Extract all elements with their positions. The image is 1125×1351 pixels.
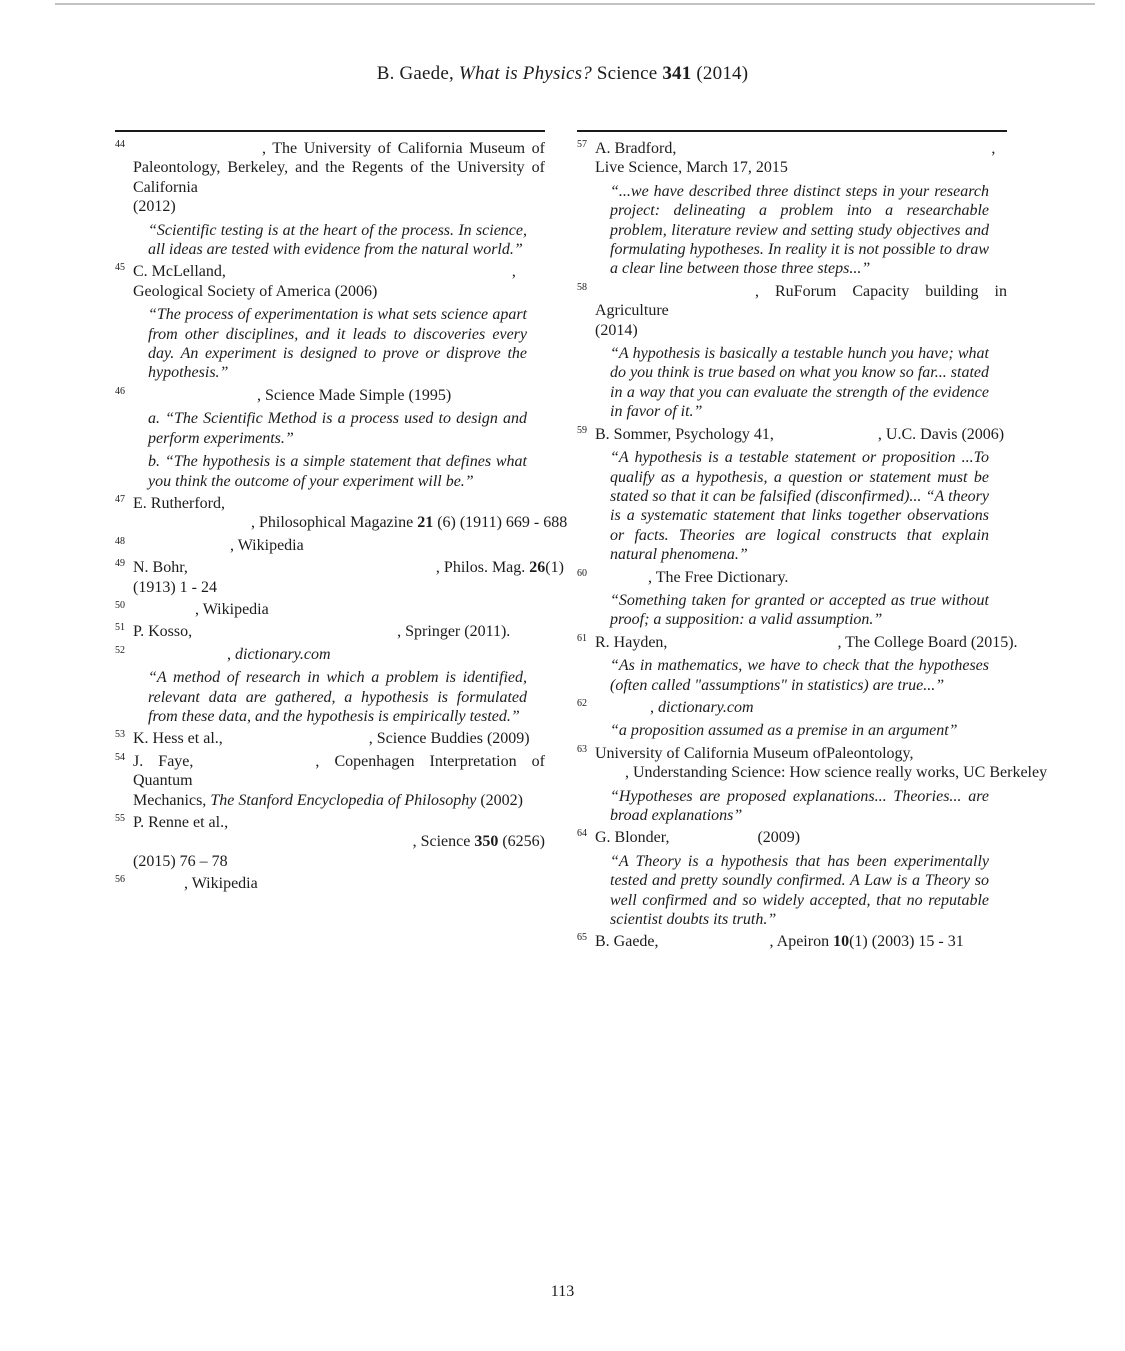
quote-text: “A hypothesis is basically a testable hunch you have; what do you think is true based on what you know so far... stated in a way that you can evaluate the strength of the evidence in favor of it.”: [610, 345, 989, 421]
reference-text-segment: , U.C. Davis (2006): [877, 425, 1005, 443]
hidden-link-gap: [188, 571, 436, 572]
reference-text-segment: , The College Board (2015).: [837, 633, 1018, 651]
reference-text-segment: N. Bohr,: [133, 559, 188, 577]
hidden-link-gap: [595, 581, 648, 582]
reference-text-segment: University of California Museum ofPaleontology,: [595, 744, 914, 762]
reference-number: 60: [577, 567, 587, 579]
page-top-border: [55, 3, 1095, 5]
reference-item: [577, 282, 1007, 422]
hidden-link-gap: [667, 646, 837, 647]
quote-text: “Scientific testing is at the heart of the process. In science, all ideas are tested with evidence from the natural world.”: [148, 221, 527, 259]
reference-item: [115, 139, 545, 259]
reference-text-segment: (1913) 1 - 24: [133, 578, 217, 596]
reference-line: [133, 558, 564, 577]
reference-text-segment: (2014): [595, 321, 638, 339]
hidden-link-gap: [133, 613, 195, 614]
hidden-link-gap: [133, 399, 257, 400]
reference-line: [133, 262, 545, 281]
reference-line: [133, 813, 545, 832]
reference-text-segment: The Stanford Encyclopedia of Philosophy: [210, 791, 477, 809]
reference-text-segment: , Springer (2011).: [397, 623, 511, 641]
reference-text-segment: , The Free Dictionary.: [648, 568, 789, 586]
reference-text-segment: R. Hayden,: [595, 633, 668, 651]
reference-text-segment: dictionary.com: [658, 698, 754, 716]
reference-text-segment: , Science: [412, 833, 475, 851]
reference-item: [577, 828, 1007, 929]
reference-item: [115, 813, 545, 871]
reference-item: [115, 622, 545, 641]
reference-text-segment: B. Gaede,: [376, 63, 459, 84]
reference-line: [595, 425, 1007, 444]
reference-line: [595, 568, 1007, 587]
reference-number: 46: [115, 385, 125, 397]
hidden-link-gap: [133, 152, 262, 153]
reference-number: 45: [115, 262, 125, 274]
reference-item: [115, 493, 568, 533]
hidden-link-gap: [659, 945, 770, 946]
reference-line: [133, 386, 545, 405]
reference-line: [595, 321, 1007, 340]
reference-text-segment: , Science Made Simple (1995): [257, 386, 452, 404]
reference-text-segment: , Science Buddies (2009): [368, 730, 530, 748]
running-head: [0, 63, 1125, 85]
reference-number: 52: [115, 644, 125, 656]
reference-item: [115, 874, 545, 893]
reference-line: [133, 197, 545, 216]
reference-number: 50: [115, 599, 125, 611]
reference-line: [133, 536, 545, 555]
reference-text-segment: , Wikipedia: [195, 600, 269, 618]
reference-number: 65: [577, 932, 587, 944]
hidden-link-gap: [595, 776, 625, 777]
reference-text-segment: B. Gaede,: [595, 933, 659, 951]
reference-text-segment: dictionary.com: [235, 645, 331, 663]
reference-line: [133, 645, 545, 664]
reference-text-segment: 341: [662, 63, 692, 84]
reference-line: [133, 578, 545, 597]
reference-item: [577, 425, 1007, 565]
hidden-link-gap: [595, 711, 650, 712]
reference-item: [577, 932, 1007, 951]
reference-item: [115, 645, 545, 727]
reference-line: [595, 139, 1007, 158]
reference-item: [115, 752, 545, 810]
reference-line: [133, 513, 568, 532]
reference-item: [577, 743, 1048, 826]
reference-item: [577, 568, 1007, 630]
reference-text-segment: 21: [417, 514, 434, 532]
reference-text-segment: ,: [511, 263, 516, 281]
reference-number: 63: [577, 743, 587, 755]
reference-text-segment: , Wikipedia: [184, 875, 258, 893]
quote-text: “As in mathematics, we have to check that the hypotheses (often called "assumptions" in statistics) are true...”: [610, 657, 989, 694]
reference-text-segment: ,: [991, 140, 996, 157]
reference-number: 49: [115, 558, 125, 570]
hidden-link-gap: [133, 887, 184, 888]
hidden-link-gap: [133, 526, 251, 527]
hidden-link-gap: [676, 152, 991, 153]
reference-line: [133, 752, 545, 791]
reference-item: [577, 139, 1007, 279]
reference-number: 62: [577, 697, 587, 709]
quote-text: a. “The Scientific Method is a process used to design and perform experiments.”: [148, 410, 527, 447]
reference-number: 64: [577, 828, 587, 840]
reference-line: [595, 698, 1007, 717]
reference-item: [115, 600, 545, 619]
reference-line: [595, 282, 1007, 321]
reference-line: [133, 282, 545, 301]
quote-text: “a proposition assumed as a premise in an argument”: [610, 722, 958, 740]
reference-text-segment: , Understanding Science: How science really works, UC Berkeley: [625, 764, 1048, 782]
reference-text-segment: J. Faye,: [133, 752, 194, 770]
reference-line: [133, 729, 545, 748]
quote-text: “A Theory is a hypothesis that has been experimentally tested and pretty soundly confirmed. A Law is a Theory so well confirmed and so widely accepted, that no reputable scientist doubts its truth.”: [610, 852, 989, 929]
reference-line: [133, 158, 545, 197]
reference-line: [133, 874, 545, 893]
page-number: 113: [550, 1283, 575, 1300]
reference-item: [115, 536, 545, 555]
reference-line: [595, 633, 1018, 652]
reference-text-segment: , The University of California Museum of: [262, 140, 545, 157]
reference-line: [595, 744, 1007, 763]
reference-text-segment: B. Sommer, Psychology 41,: [595, 425, 774, 443]
reference-item: [115, 262, 545, 382]
hidden-link-gap: [133, 658, 227, 659]
hidden-link-gap: [193, 765, 315, 766]
reference-line: [133, 139, 545, 158]
reference-number: 55: [115, 813, 125, 824]
reference-text-segment: (1): [545, 559, 564, 577]
reference-line: [595, 828, 1007, 847]
reference-text-segment: (6) (1911) 669 - 688: [433, 514, 568, 532]
quote-text: “A hypothesis is a testable statement or proposition ...To qualify as a hypothesis, a question or statement must be stated so that it can be falsified (disconfirmed)... “A theory is a systematic statement that links together observations or facts. Theories are logical constructs that explain natural phenomena.”: [610, 449, 989, 564]
reference-text-segment: , Apeiron: [769, 933, 834, 951]
quote-text: “...we have described three distinct steps in your research project: delineating a problem into a researchable problem, literature review and setting study objectives and formulating hypotheses. In reality it is not possible to draw a clear line between those three steps...”: [610, 182, 989, 278]
reference-item: [577, 698, 1007, 741]
hidden-link-gap: [774, 438, 878, 439]
reference-text-segment: , Copenhagen Interpretation of Quantum: [133, 752, 546, 790]
reference-number: 54: [115, 751, 125, 763]
reference-text-segment: (2015) 76 – 78: [133, 852, 228, 870]
reference-line: [133, 600, 545, 619]
reference-text-segment: (2012): [133, 198, 176, 216]
reference-text-segment: , Philosophical Magazine: [251, 514, 418, 532]
reference-item: [115, 558, 564, 597]
reference-text-segment: C. McLelland,: [133, 263, 226, 281]
reference-number: 53: [115, 729, 125, 741]
reference-number: 56: [115, 874, 125, 886]
hidden-link-gap: [192, 635, 397, 636]
reference-line: [595, 158, 1007, 177]
reference-number: 48: [115, 535, 125, 547]
reference-number: 58: [577, 281, 587, 293]
references-column-left: [115, 130, 568, 897]
reference-number: 59: [577, 424, 587, 436]
reference-line: [595, 763, 1048, 782]
reference-item: [577, 632, 1018, 695]
reference-text-segment: ,: [650, 698, 658, 716]
reference-text-segment: K. Hess et al.,: [133, 730, 223, 748]
reference-text-segment: (2002): [476, 791, 523, 809]
reference-number: 51: [115, 622, 125, 634]
reference-text-segment: P. Kosso,: [133, 623, 193, 641]
reference-line: [133, 852, 545, 871]
reference-line: [133, 791, 545, 810]
reference-text-segment: (1) (2003) 15 - 31: [849, 933, 964, 951]
reference-text-segment: A. Bradford,: [595, 140, 677, 157]
quote-text: “Something taken for granted or accepted as true without proof; a supposition: a valid assumption.”: [610, 591, 989, 629]
hidden-link-gap: [226, 275, 512, 276]
quote-text: “Hypotheses are proposed explanations... Theories... are broad explanations”: [610, 787, 989, 824]
reference-text-segment: G. Blonder,: [595, 829, 670, 847]
reference-text-segment: E. Rutherford,: [133, 494, 225, 512]
reference-text-segment: Geological Society of America (2006): [133, 282, 378, 300]
reference-text-segment: (2014): [691, 63, 749, 84]
reference-text-segment: Live Science, March 17, 2015: [595, 159, 788, 177]
reference-text-segment: P. Renne et al.,: [133, 814, 229, 831]
reference-text-segment: ,: [227, 645, 235, 663]
reference-text-segment: Mechanics,: [133, 791, 211, 809]
reference-text-segment: Science: [591, 63, 663, 84]
reference-text-segment: 26: [529, 559, 546, 577]
reference-number: 47: [115, 493, 125, 505]
hidden-link-gap: [669, 841, 757, 842]
reference-text-segment: , RuForum Capacity building in Agriculture: [595, 282, 1007, 320]
reference-text-segment: (2009): [757, 829, 801, 847]
hidden-link-gap: [595, 295, 755, 296]
reference-line: [133, 832, 545, 851]
reference-line: [133, 622, 545, 641]
reference-item: [115, 386, 545, 491]
reference-text-segment: 10: [833, 933, 850, 951]
reference-text-segment: What is Physics?: [458, 63, 592, 84]
reference-text-segment: , Wikipedia: [230, 536, 304, 554]
reference-number: 57: [577, 139, 587, 150]
reference-text-segment: (6256): [498, 833, 545, 851]
reference-text-segment: Paleontology, Berkeley, and the Regents of the University of California: [133, 159, 545, 196]
reference-item: [115, 729, 545, 748]
reference-line: [133, 494, 545, 513]
quote-text: “The process of experimentation is what sets science apart from other disciplines, and it leads to discoveries every day. An experiment is designed to prove or disprove the hypothesis.”: [148, 306, 527, 382]
references-column-right: [577, 130, 1048, 955]
hidden-link-gap: [133, 549, 230, 550]
quote-text: “A method of research in which a problem is identified, relevant data are gathered, a hypothesis is formulated from these data, and the hypothesis is empirically tested.”: [148, 669, 527, 725]
quote-text: b. “The hypothesis is a simple statement that defines what you think the outcome of your experiment will be.”: [148, 453, 527, 490]
hidden-link-gap: [223, 742, 369, 743]
reference-text-segment: , Philos. Mag.: [435, 559, 530, 577]
reference-number: 61: [577, 632, 587, 644]
reference-text-segment: 350: [474, 833, 499, 851]
reference-line: [595, 932, 1007, 951]
reference-number: 44: [115, 139, 125, 150]
